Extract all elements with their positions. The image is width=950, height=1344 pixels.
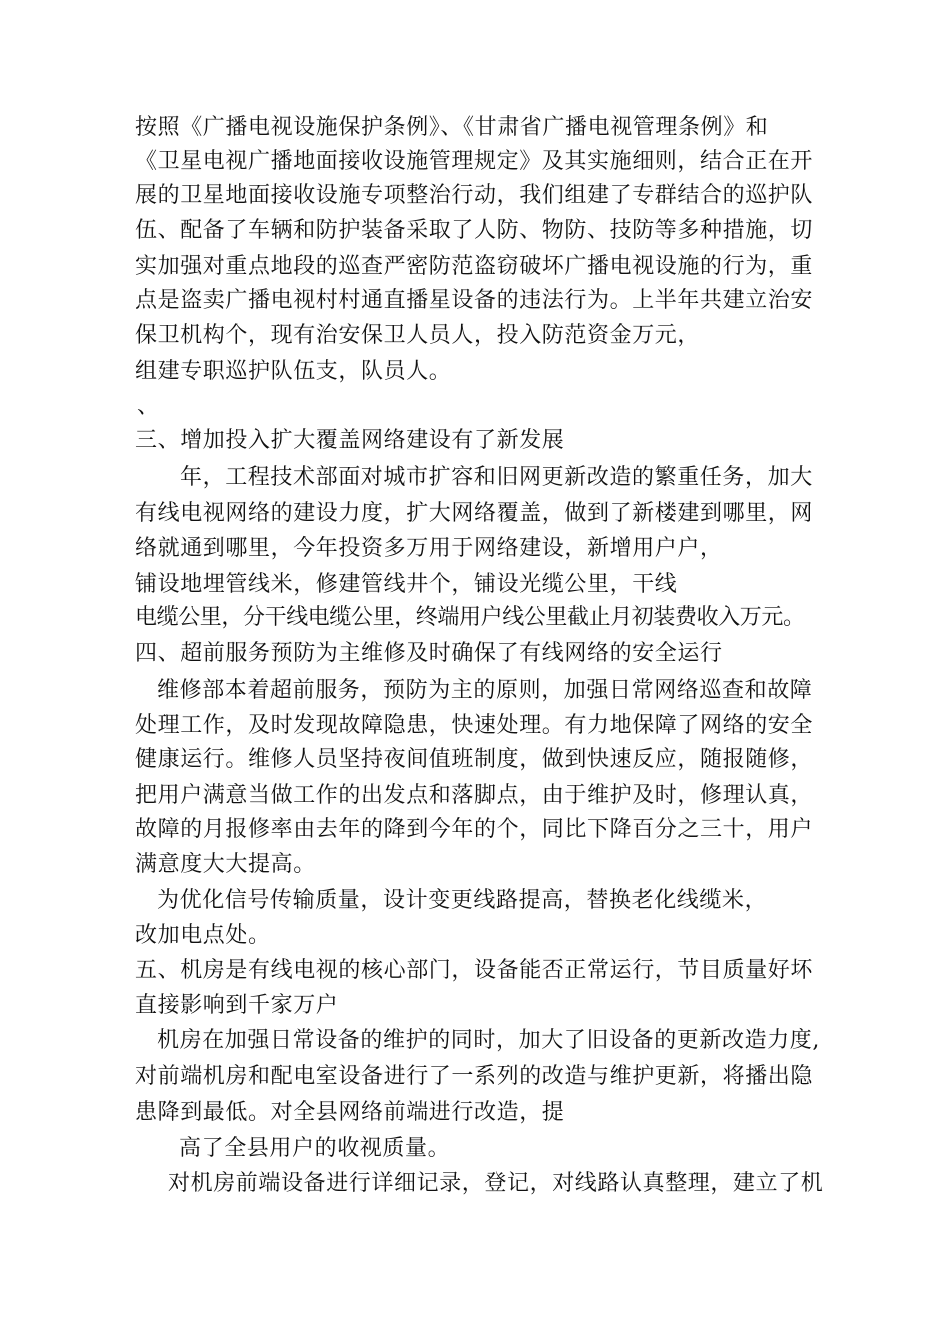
section-heading: 直接影响到千家万户 xyxy=(135,993,339,1018)
paragraph-line: 机房在加强日常设备的维护的同时，加大了旧设备的更新改造力度, xyxy=(157,1028,820,1053)
paragraph-line: 保卫机构个，现有治安保卫人员人，投入防范资金万元， xyxy=(135,323,701,348)
paragraph-line: 电缆公里，分干线电缆公里，终端用户线公里截止月初装费收入万元。 xyxy=(135,605,805,630)
paragraph-line: 有线电视网络的建设力度，扩大网络覆盖，做到了新楼建到哪里，网 xyxy=(135,501,814,526)
section-heading: 四、超前服务预防为主维修及时确保了有线网络的安全运行 xyxy=(135,641,723,666)
list-mark: 、 xyxy=(137,394,160,419)
paragraph-line: 《卫星电视广播地面接收设施管理规定》及其实施细则，结合正在开 xyxy=(135,149,814,174)
paragraph-line: 伍、配备了车辆和防护装备采取了人防、物防、技防等多种措施，切 xyxy=(135,218,814,243)
paragraph-line: 满意度大大提高。 xyxy=(135,852,316,877)
paragraph-line: 改加电点处。 xyxy=(135,923,271,948)
paragraph-line: 健康运行。维修人员坚持夜间值班制度，做到快速反应，随报随修， xyxy=(135,747,814,772)
paragraph-line: 铺设地埋管线米，修建管线井个，铺设光缆公里，干线 xyxy=(135,572,678,597)
paragraph-line: 点是盗卖广播电视村村通直播星设备的违法行为。上半年共建立治安 xyxy=(135,288,814,313)
paragraph-line: 对前端机房和配电室设备进行了一系列的改造与维护更新，将播出隐 xyxy=(135,1064,814,1089)
paragraph-line: 高了全县用户的收视质量。 xyxy=(179,1136,451,1161)
paragraph-line: 患降到最低。对全县网络前端进行改造，提 xyxy=(135,1100,565,1125)
section-heading: 五、机房是有线电视的核心部门，设备能否正常运行，节目质量好坏 xyxy=(135,958,814,983)
paragraph-line: 络就通到哪里，今年投资多万用于网络建设，新增用户户， xyxy=(135,536,723,561)
paragraph-line: 为优化信号传输质量，设计变更线路提高，替换老化线缆米， xyxy=(157,888,768,913)
paragraph-line: 年，工程技术部面对城市扩容和旧网更新改造的繁重任务，加大 xyxy=(180,465,813,490)
paragraph-line: 故障的月报修率由去年的降到今年的个，同比下降百分之三十，用户 xyxy=(135,817,814,842)
paragraph-line: 实加强对重点地段的巡查严密防范盗窃破坏广播电视设施的行为，重 xyxy=(135,254,814,279)
paragraph-line: 按照《广播电视设施保护条例》、《甘肃省广播电视管理条例》和 xyxy=(135,115,769,140)
paragraph-line: 组建专职巡护队伍支，队员人。 xyxy=(135,359,452,384)
paragraph-line: 处理工作，及时发现故障隐患，快速处理。有力地保障了网络的安全 xyxy=(135,713,814,738)
paragraph-line: 对机房前端设备进行详细记录，登记，对线路认真整理，建立了机 xyxy=(168,1171,824,1196)
paragraph-line: 展的卫星地面接收设施专项整治行动，我们组建了专群结合的巡护队 xyxy=(135,183,814,208)
paragraph-line: 维修部本着超前服务，预防为主的原则，加强日常网络巡查和故障 xyxy=(157,678,813,703)
paragraph-line: 把用户满意当做工作的出发点和落脚点，由于维护及时，修理认真， xyxy=(135,783,814,808)
section-heading: 三、增加投入扩大覆盖网络建设有了新发展 xyxy=(135,428,565,453)
